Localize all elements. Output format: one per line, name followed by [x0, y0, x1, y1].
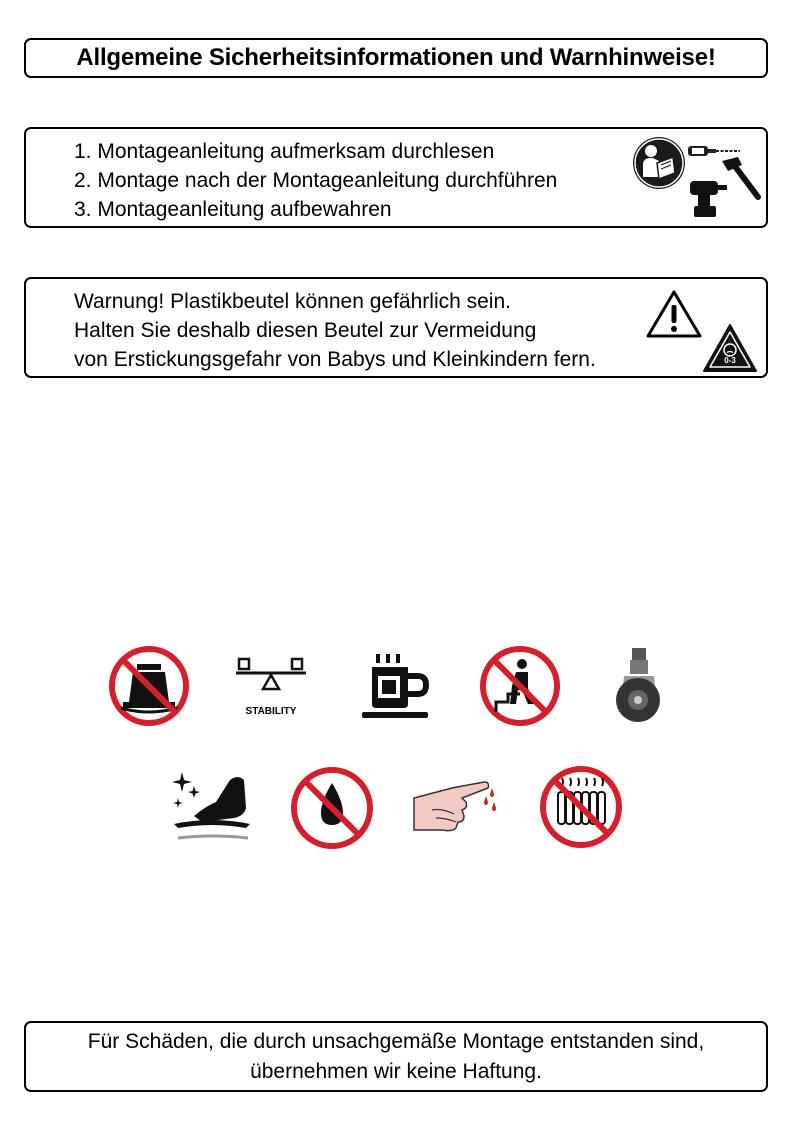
step-item: 1. Montageanleitung aufmerksam durchlesen — [74, 140, 495, 163]
age-label: 0-3 — [724, 356, 736, 365]
liability-box — [24, 1021, 768, 1092]
caster-wheel-icon — [610, 646, 670, 726]
injury-finger-icon — [412, 774, 496, 834]
stability-label: STABILITY — [245, 706, 297, 717]
age-warning-badge — [702, 323, 758, 373]
warning-triangle-icon — [645, 289, 703, 339]
wipe-clean-icon — [172, 772, 252, 844]
step-item: 3. Montageanleitung aufbewahren — [74, 198, 392, 221]
steps-list — [74, 137, 557, 224]
title-box — [24, 38, 768, 78]
warning-line: Warnung! Plastikbeutel können gefährlich sein. — [74, 290, 511, 313]
warning-text — [74, 287, 596, 374]
no-heavy-load-icon — [109, 646, 189, 726]
no-heater-icon — [540, 766, 622, 848]
assembly-steps-box — [24, 127, 768, 228]
hammer-icon — [718, 155, 762, 201]
hot-drink-icon — [360, 652, 430, 720]
no-liquids-icon — [291, 767, 373, 849]
liability-line: übernehmen wir keine Haftung. — [250, 1059, 542, 1083]
page-title: Allgemeine Sicherheitsinformationen und Warnhinweise! — [76, 44, 716, 71]
no-climbing-icon — [480, 646, 560, 726]
read-manual-icon — [629, 133, 689, 193]
stability-seesaw-icon — [236, 657, 306, 693]
warning-line: von Erstickungsgefahr von Babys und Kleinkindern fern. — [74, 348, 596, 371]
warning-line: Halten Sie deshalb diesen Beutel zur Vermeidung — [74, 319, 537, 342]
age-warning-icon — [702, 323, 758, 373]
step-item: 2. Montage nach der Montageanleitung durchführen — [74, 169, 558, 192]
liability-line: Für Schäden, die durch unsachgemäße Montage entstanden sind, — [87, 1029, 705, 1053]
warning-box — [24, 277, 768, 378]
